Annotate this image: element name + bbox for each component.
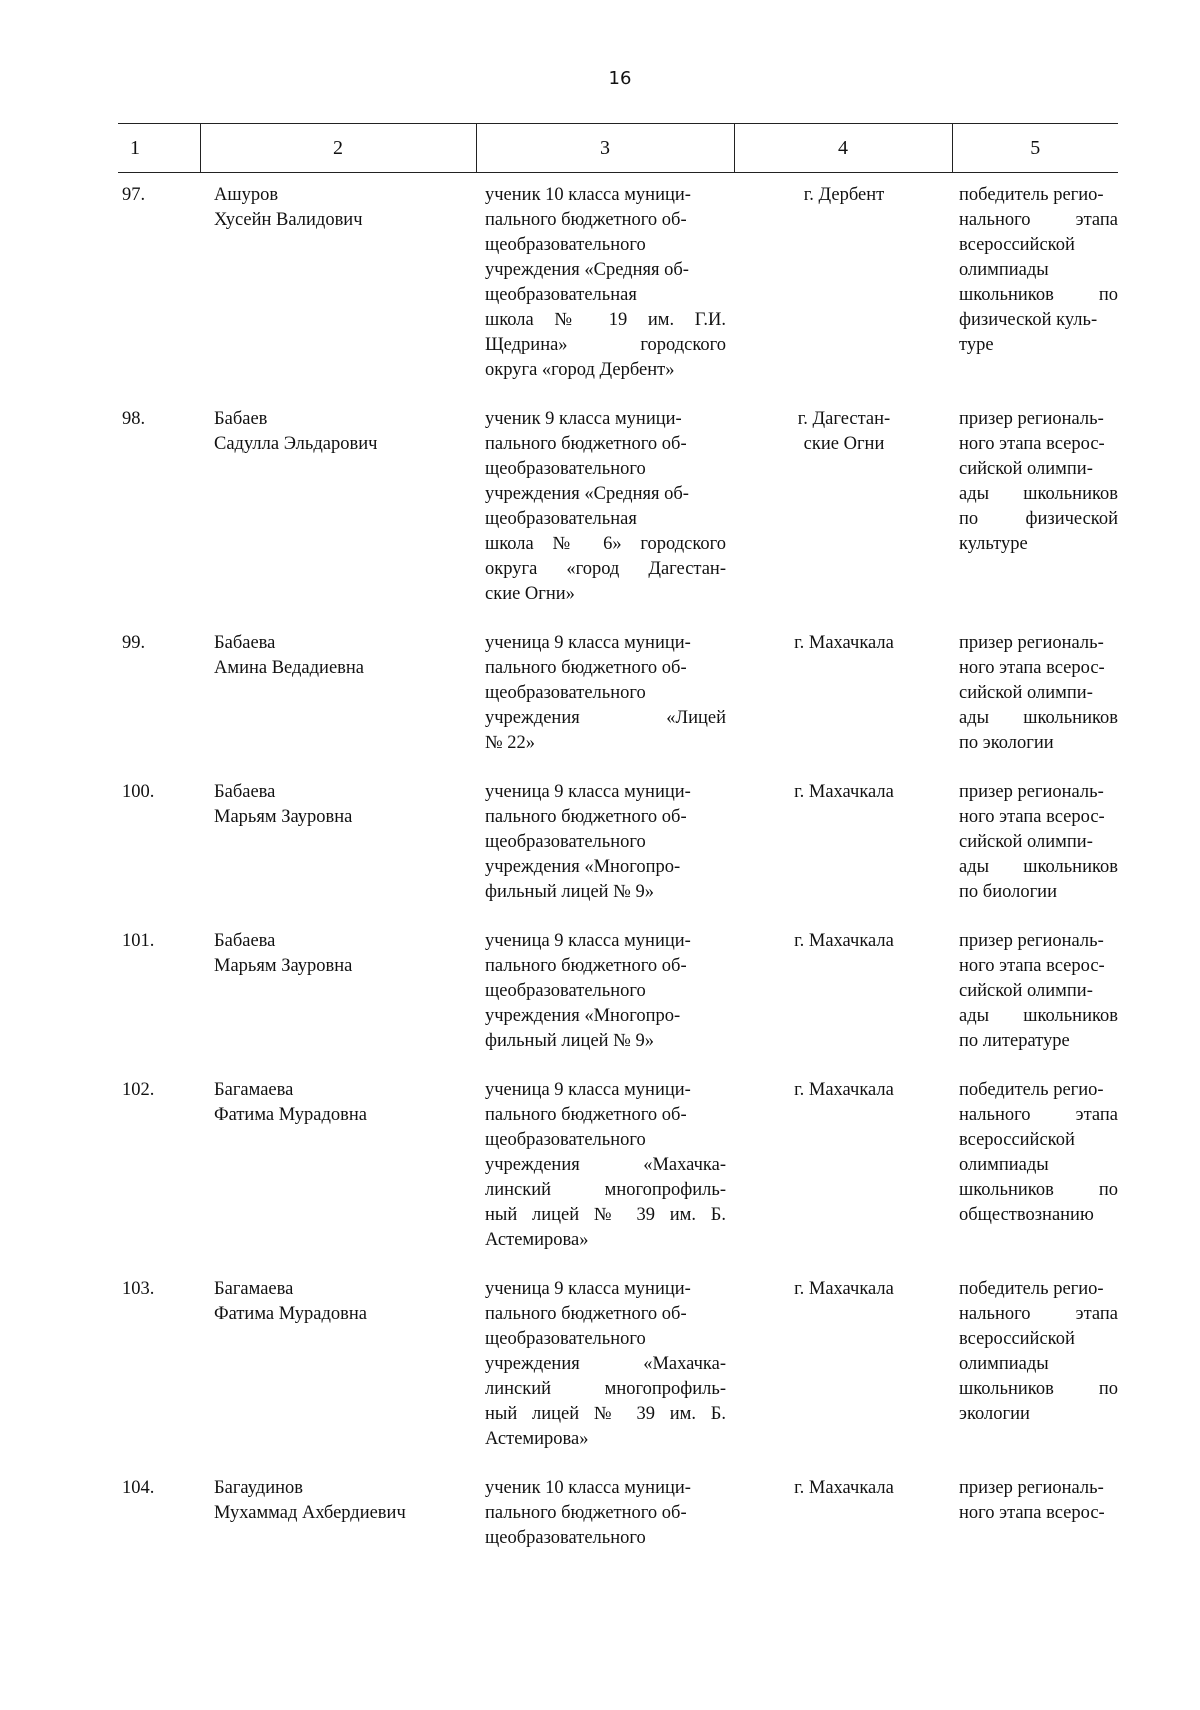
row-number: 99. bbox=[122, 633, 146, 653]
institution-description-line: ный лицей № 39 им. Б. bbox=[485, 1205, 726, 1225]
award-description-line: ного этапа всерос- bbox=[959, 956, 1105, 976]
institution-description-line: щеобразовательного bbox=[485, 1329, 646, 1349]
award-description-line: нального этапа bbox=[959, 1304, 1118, 1324]
institution-description bbox=[476, 919, 734, 1068]
award-description bbox=[952, 397, 1118, 621]
award-description-line: сийской олимпи- bbox=[959, 683, 1093, 703]
person-name bbox=[200, 770, 476, 919]
row-number: 102. bbox=[122, 1080, 155, 1100]
institution-description-line: пального бюджетного об- bbox=[485, 434, 687, 454]
person-name-line: Хусейн Валидович bbox=[214, 210, 363, 230]
table-row bbox=[118, 1267, 1118, 1466]
institution-description-line: ученица 9 класса муници- bbox=[485, 931, 691, 951]
institution-description-line: учреждения «Лицей bbox=[485, 708, 726, 728]
row-number: 100. bbox=[122, 782, 155, 802]
person-name-line: Бабаева bbox=[214, 931, 276, 951]
city-line: г. Махачкала bbox=[794, 1080, 894, 1100]
award-description-line: туре bbox=[959, 335, 994, 355]
institution-description-line: учреждения «Средняя об- bbox=[485, 484, 689, 504]
city bbox=[734, 1466, 952, 1565]
person-name bbox=[200, 1068, 476, 1267]
award-description-line: по биологии bbox=[959, 882, 1057, 902]
institution-description-line: линский многопрофиль- bbox=[485, 1379, 726, 1399]
institution-description-line: щеобразовательного bbox=[485, 1130, 646, 1150]
table-row bbox=[118, 1068, 1118, 1267]
institution-description-line: округа «город Дагестан- bbox=[485, 559, 726, 579]
city bbox=[734, 397, 952, 621]
column-header-city: 4 bbox=[734, 124, 952, 173]
institution-description-line: ученица 9 класса муници- bbox=[485, 633, 691, 653]
row-number: 104. bbox=[122, 1478, 155, 1498]
institution-description-line: щеобразовательного bbox=[485, 832, 646, 852]
institution-description-line: щеобразовательного bbox=[485, 683, 646, 703]
person-name-line: Багамаева bbox=[214, 1279, 294, 1299]
city-line: г. Махачкала bbox=[794, 633, 894, 653]
city bbox=[734, 770, 952, 919]
award-description-line: сийской олимпи- bbox=[959, 832, 1093, 852]
award-description-line: по литературе bbox=[959, 1031, 1070, 1051]
institution-description-line: учреждения «Многопро- bbox=[485, 1006, 681, 1026]
table-row bbox=[118, 770, 1118, 919]
award-description-line: физической куль- bbox=[959, 310, 1098, 330]
city bbox=[734, 1267, 952, 1466]
column-header-name: 2 bbox=[200, 124, 476, 173]
institution-description bbox=[476, 397, 734, 621]
award-description-line: ады школьников bbox=[959, 484, 1118, 504]
award-description-line: ного этапа всерос- bbox=[959, 1503, 1105, 1523]
institution-description-line: ученица 9 класса муници- bbox=[485, 1279, 691, 1299]
column-header-number: 1 bbox=[118, 124, 200, 173]
award-description-line: сийской олимпи- bbox=[959, 981, 1093, 1001]
person-name-line: Садулла Эльдарович bbox=[214, 434, 378, 454]
award-description-line: победитель регио- bbox=[959, 185, 1104, 205]
person-name bbox=[200, 397, 476, 621]
award-description-line: школьников по bbox=[959, 1379, 1118, 1399]
institution-description-line: учреждения «Средняя об- bbox=[485, 260, 689, 280]
city bbox=[734, 621, 952, 770]
award-description bbox=[952, 1068, 1118, 1267]
person-name-line: Бабаева bbox=[214, 633, 276, 653]
city-line: г. Махачкала bbox=[794, 1478, 894, 1498]
institution-description-line: фильный лицей № 9» bbox=[485, 882, 654, 902]
award-description-line: призер региональ- bbox=[959, 633, 1104, 653]
person-name-line: Марьям Зауровна bbox=[214, 807, 353, 827]
column-header-institution: 3 bbox=[476, 124, 734, 173]
person-name-line: Бабаев bbox=[214, 409, 268, 429]
award-description bbox=[952, 1466, 1118, 1565]
table-row bbox=[118, 1466, 1118, 1565]
institution-description-line: учреждения «Многопро- bbox=[485, 857, 681, 877]
institution-description-line: щеобразовательного bbox=[485, 981, 646, 1001]
institution-description-line: щеобразовательного bbox=[485, 1528, 646, 1548]
row-number: 101. bbox=[122, 931, 155, 951]
award-description-line: призер региональ- bbox=[959, 1478, 1104, 1498]
institution-description-line: учреждения «Махачка- bbox=[485, 1354, 726, 1374]
person-name-line: Бабаева bbox=[214, 782, 276, 802]
institution-description bbox=[476, 173, 734, 398]
person-name bbox=[200, 1267, 476, 1466]
person-name-line: Фатима Мурадовна bbox=[214, 1304, 367, 1324]
page-number: 16 bbox=[608, 68, 632, 89]
person-name bbox=[200, 919, 476, 1068]
table-row bbox=[118, 397, 1118, 621]
institution-description-line: Щедрина» городского bbox=[485, 335, 726, 355]
award-description-line: ады школьников bbox=[959, 708, 1118, 728]
row-number: 97. bbox=[122, 185, 146, 205]
award-description-line: олимпиады bbox=[959, 1354, 1049, 1374]
award-description-line: школьников по bbox=[959, 285, 1118, 305]
award-description-line: ного этапа всерос- bbox=[959, 658, 1105, 678]
city-line: ские Огни bbox=[803, 434, 885, 454]
award-description-line: олимпиады bbox=[959, 1155, 1049, 1175]
institution-description-line: школа № 19 им. Г.И. bbox=[485, 310, 726, 330]
institution-description bbox=[476, 621, 734, 770]
institution-description bbox=[476, 1267, 734, 1466]
award-description bbox=[952, 919, 1118, 1068]
award-description-line: ады школьников bbox=[959, 1006, 1118, 1026]
award-description bbox=[952, 1267, 1118, 1466]
award-description-line: ады школьников bbox=[959, 857, 1118, 877]
row-number: 98. bbox=[122, 409, 146, 429]
city-line: г. Махачкала bbox=[794, 1279, 894, 1299]
award-description-line: победитель регио- bbox=[959, 1080, 1104, 1100]
institution-description-line: фильный лицей № 9» bbox=[485, 1031, 654, 1051]
award-description-line: по экологии bbox=[959, 733, 1054, 753]
award-description-line: всероссийской bbox=[959, 1130, 1075, 1150]
institution-description-line: школа № 6» городского bbox=[485, 534, 726, 554]
table-body bbox=[118, 173, 1118, 1566]
institution-description-line: ские Огни» bbox=[485, 584, 575, 604]
institution-description-line: пального бюджетного об- bbox=[485, 807, 687, 827]
institution-description-line: щеобразовательная bbox=[485, 285, 637, 305]
table-row bbox=[118, 173, 1118, 398]
award-description bbox=[952, 173, 1118, 398]
institution-description bbox=[476, 1466, 734, 1565]
award-description bbox=[952, 770, 1118, 919]
person-name-line: Багаудинов bbox=[214, 1478, 303, 1498]
award-description-line: ного этапа всерос- bbox=[959, 434, 1105, 454]
institution-description-line: ученик 10 класса муници- bbox=[485, 1478, 691, 1498]
person-name-line: Багамаева bbox=[214, 1080, 294, 1100]
row-number: 103. bbox=[122, 1279, 155, 1299]
institution-description-line: учреждения «Махачка- bbox=[485, 1155, 726, 1175]
award-description-line: призер региональ- bbox=[959, 782, 1104, 802]
person-name bbox=[200, 1466, 476, 1565]
city bbox=[734, 1068, 952, 1267]
award-description-line: призер региональ- bbox=[959, 409, 1104, 429]
institution-description-line: ученица 9 класса муници- bbox=[485, 782, 691, 802]
award-description-line: олимпиады bbox=[959, 260, 1049, 280]
award-description-line: обществознанию bbox=[959, 1205, 1094, 1225]
city-line: г. Дербент bbox=[803, 185, 885, 205]
institution-description-line: линский многопрофиль- bbox=[485, 1180, 726, 1200]
city bbox=[734, 919, 952, 1068]
award-description-line: ного этапа всерос- bbox=[959, 807, 1105, 827]
institution-description-line: № 22» bbox=[485, 733, 536, 753]
institution-description-line: ный лицей № 39 им. Б. bbox=[485, 1404, 726, 1424]
person-name bbox=[200, 621, 476, 770]
award-description-line: призер региональ- bbox=[959, 931, 1104, 951]
institution-description-line: пального бюджетного об- bbox=[485, 1304, 687, 1324]
city-line: г. Махачкала bbox=[794, 782, 894, 802]
institution-description-line: щеобразовательного bbox=[485, 459, 646, 479]
table-row bbox=[118, 919, 1118, 1068]
institution-description-line: пального бюджетного об- bbox=[485, 956, 687, 976]
award-description-line: школьников по bbox=[959, 1180, 1118, 1200]
city bbox=[734, 173, 952, 398]
institution-description-line: округа «город Дербент» bbox=[485, 360, 675, 380]
institution-description-line: ученик 10 класса муници- bbox=[485, 185, 691, 205]
city-line: г. Дагестан- bbox=[797, 409, 891, 429]
person-name-line: Ашуров bbox=[214, 185, 279, 205]
award-description bbox=[952, 621, 1118, 770]
person-name-line: Мухаммад Ахбердиевич bbox=[214, 1503, 406, 1523]
award-description-line: экологии bbox=[959, 1404, 1030, 1424]
institution-description-line: Астемирова» bbox=[485, 1429, 589, 1449]
award-description-line: всероссийской bbox=[959, 235, 1075, 255]
institution-description-line: щеобразовательная bbox=[485, 509, 637, 529]
award-description-line: всероссийской bbox=[959, 1329, 1075, 1349]
table-header-row bbox=[118, 124, 1118, 173]
person-name bbox=[200, 173, 476, 398]
person-name-line: Амина Ведадиевна bbox=[214, 658, 365, 678]
award-description-line: сийской олимпи- bbox=[959, 459, 1093, 479]
table-row bbox=[118, 621, 1118, 770]
award-description-line: нального этапа bbox=[959, 210, 1118, 230]
city-line: г. Махачкала bbox=[794, 931, 894, 951]
institution-description-line: пального бюджетного об- bbox=[485, 658, 687, 678]
award-description-line: победитель регио- bbox=[959, 1279, 1104, 1299]
column-header-award: 5 bbox=[952, 124, 1118, 173]
institution-description-line: пального бюджетного об- bbox=[485, 1105, 687, 1125]
award-description-line: культуре bbox=[959, 534, 1028, 554]
institution-description-line: Астемирова» bbox=[485, 1230, 589, 1250]
institution-description-line: пального бюджетного об- bbox=[485, 1503, 687, 1523]
award-description-line: по физической bbox=[959, 509, 1118, 529]
institution-description-line: щеобразовательного bbox=[485, 235, 646, 255]
person-name-line: Фатима Мурадовна bbox=[214, 1105, 367, 1125]
institution-description bbox=[476, 770, 734, 919]
institution-description bbox=[476, 1068, 734, 1267]
institution-description-line: ученица 9 класса муници- bbox=[485, 1080, 691, 1100]
person-name-line: Марьям Зауровна bbox=[214, 956, 353, 976]
award-description-line: нального этапа bbox=[959, 1105, 1118, 1125]
institution-description-line: пального бюджетного об- bbox=[485, 210, 687, 230]
institution-description-line: ученик 9 класса муници- bbox=[485, 409, 682, 429]
awardees-table bbox=[118, 123, 1118, 1565]
